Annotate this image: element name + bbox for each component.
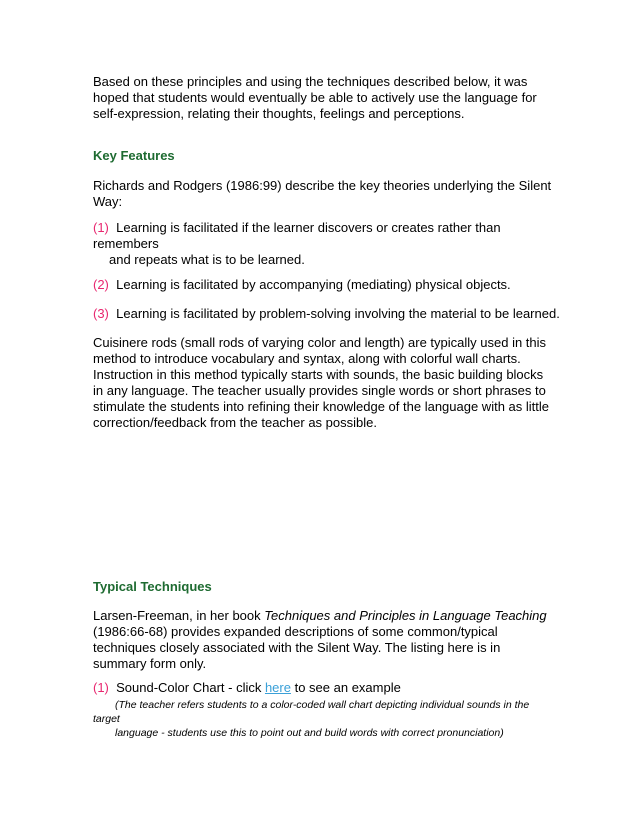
key-features-lead: Richards and Rodgers (1986:99) describe the key theories underlying the Silent Way: [93,178,552,209]
technique-text: Sound-Color Chart - click [116,680,265,695]
book-title: Techniques and Principles in Language Teaching [264,608,547,623]
feature-item-1 [93,220,553,268]
example-link[interactable]: here [264,680,291,695]
lead-text: (1986:66-68) provides expanded descriptions of some common/typical techniques closely associated with the Silent Way. The listing here is in summary form only. [93,624,501,671]
feature-text: and repeats what is to be learned. [109,252,305,267]
intro-paragraph: Based on these principles and using the techniques described below, it was hoped that students would eventually be able to actively use the language for self-expression, relating their thoughts, feelings and perceptions. [93,74,537,121]
key-features-heading: Key Features [93,148,175,163]
technique-text: to see an example [290,680,401,695]
techniques-lead-paragraph [93,608,553,672]
technique-note [93,698,553,740]
feature-item-2 [93,277,553,293]
feature-text: Learning is facilitated by accompanying (mediating) physical objects. [116,277,511,292]
feature-text: Learning is facilitated if the learner discovers or creates rather than [116,220,501,235]
feature-number: (2) [93,277,109,292]
technique-number: (1) [93,680,109,695]
lead-text: Larsen-Freeman, in her book [93,608,265,623]
technique-item-1 [93,680,553,740]
note-line: language - students use this to point out and build words with correct pronunciation) [115,727,504,739]
note-line: (The teacher refers students to a color-coded wall chart depicting individual sounds in the [115,699,530,711]
feature-text: remembers [93,236,159,251]
cuisinere-rods-paragraph: Cuisinere rods (small rods of varying color and length) are typically used in this method to introduce vocabulary and syntax, along with colorful wall charts. Instruction in this method typically starts with sounds, the basic building blocks in any language. The teacher usually provides single words or short phrases to stimulate the students into refining their knowledge of the language with as little correction/feedback from the teacher as possible. [93,335,549,430]
feature-number: (1) [93,220,109,235]
feature-item-3 [93,306,560,322]
typical-techniques-heading: Typical Techniques [93,579,212,594]
feature-number: (3) [93,306,109,321]
note-line: target [93,713,120,725]
feature-text: Learning is facilitated by problem-solving involving the material to be learned. [116,306,560,321]
